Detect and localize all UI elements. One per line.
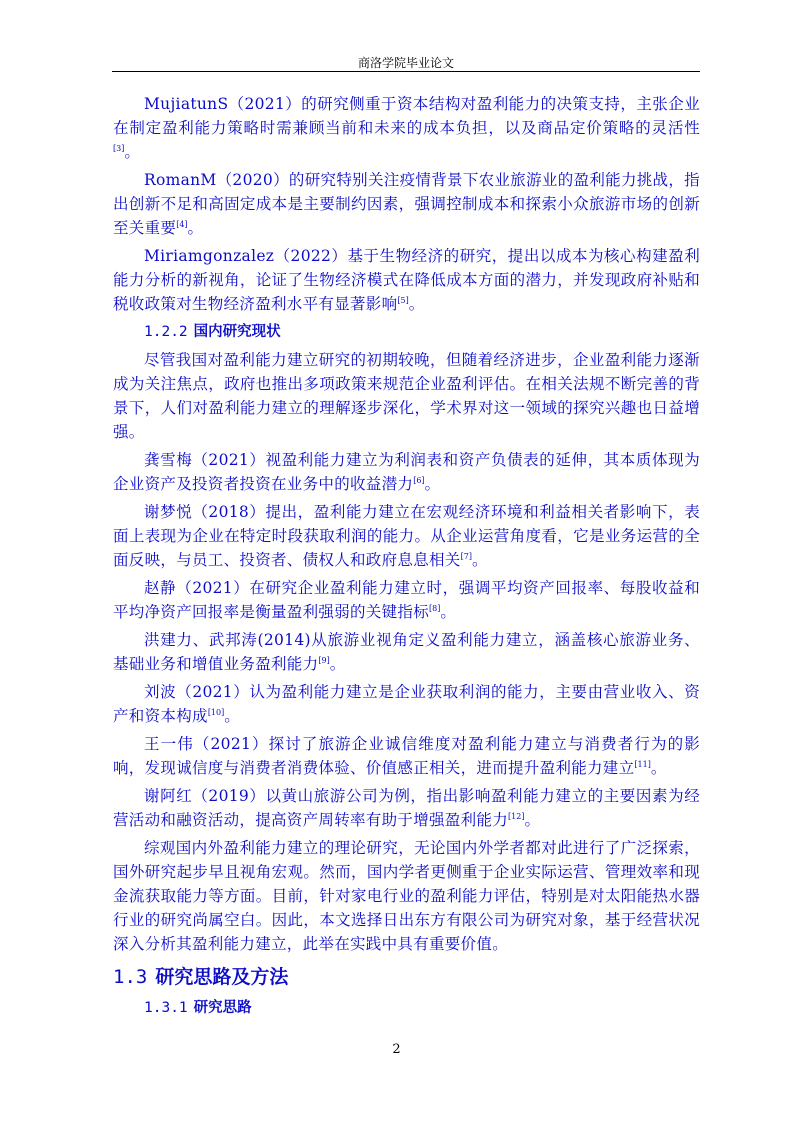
citation-ref: [9] [318,655,330,665]
foreign-research-paragraphs [113,92,700,316]
section-title: 研究思路及方法 [155,966,289,988]
paragraph [113,244,700,316]
domestic-research-paragraphs [113,348,700,956]
paragraph-text: 谢梦悦（2018）提出，盈利能力建立在宏观经济环境和利益相关者影响下，表面上表现为企业在特定时段获取利润的能力。从企业运营角度看，它是业务运营的全面反映，与员工、投资者、债权人和政府息息相关 [113,503,700,569]
header-divider [112,71,700,72]
citation-ref: [11] [634,759,651,769]
citation-ref: [4] [176,219,188,229]
paragraph [113,168,700,240]
paragraph-text: RomanM（2020）的研究特别关注疫情背景下农业旅游业的盈利能力挑战，指出创新不足和高固定成本是主要制约因素，强调控制成本和探索小众旅游市场的创新至关重要 [113,171,700,237]
citation-ref: [6] [413,475,425,485]
paragraph-tail: 。 [440,603,457,621]
paragraph [113,836,700,956]
paragraph-tail: 。 [471,551,488,569]
paragraph-tail: 。 [524,811,541,829]
paragraph-tail: 。 [224,707,241,725]
paragraph-tail: 。 [408,295,425,313]
citation-ref: [7] [460,551,472,561]
citation-ref: [8] [429,603,441,613]
paragraph [113,448,700,496]
section-heading-1-3-1 [113,996,700,1020]
paragraph [113,500,700,572]
paragraph-text: 赵静（2021）在研究企业盈利能力建立时，强调平均资产回报率、每股收益和平均净资产回报率是衡量盈利强弱的关键指标 [113,579,700,621]
section-title: 国内研究现状 [193,324,281,340]
paragraph-text: 王一伟（2021）探讨了旅游企业诚信维度对盈利能力建立与消费者行为的影响，发现诚信度与消费者消费体验、价值感正相关，进而提升盈利能力建立 [113,735,700,777]
citation-ref: [10] [207,707,225,717]
paragraph-tail: 。 [650,759,667,777]
page-body [113,92,700,1024]
citation-ref: [5] [397,295,409,305]
paragraph-text: MujiatunS（2021）的研究侧重于资本结构对盈利能力的决策支持，主张企业在制定盈利能力策略时需兼顾当前和未来的成本负担，以及商品定价策略的灵活性 [113,95,700,137]
paragraph [113,628,700,676]
section-heading-1-3 [113,962,700,992]
paragraph [113,348,700,444]
paragraph-tail: 。 [124,143,141,161]
paragraph [113,680,700,728]
paragraph-tail: 。 [424,475,441,493]
paragraph-tail: 。 [187,219,204,237]
page-header: 商洛学院毕业论文 [357,56,454,70]
paragraph [113,732,700,780]
paragraph [113,576,700,624]
paragraph-text: 谢阿红（2019）以黄山旅游公司为例，指出影响盈利能力建立的主要因素为经营活动和融资活动，提高资产周转率有助于增强盈利能力 [113,787,700,829]
section-number: 1.3 [113,966,148,988]
citation-ref: [12] [508,811,525,821]
paragraph [113,92,700,164]
paragraph-text: 龚雪梅（2021）视盈利能力建立为利润表和资产负债表的延伸，其本质体现为企业资产及投资者投资在业务中的收益潜力 [113,451,700,493]
section-number: 1.3.1 [144,1000,188,1016]
section-title: 研究思路 [193,1000,252,1016]
section-number: 1.2.2 [144,324,188,340]
paragraph-text: 综观国内外盈利能力建立的理论研究，无论国内外学者都对此进行了广泛探索，国外研究起步早且视角宏观。然而，国内学者更侧重于企业实际运营、管理效率和现金流获取能力等方面。目前，针对家电行业的盈利能力评估，特别是对太阳能热水器行业的研究尚属空白。因此，本文选择日出东方有限公司为研究对象，基于经营状况深入分析其盈利能力建立，此举在实践中具有重要价值。 [113,839,700,953]
page-number: 2 [392,1042,401,1057]
paragraph [113,784,700,832]
section-heading-1-2-2 [113,320,700,344]
paragraph-tail: 。 [329,655,346,673]
paragraph-text: 刘波（2021）认为盈利能力建立是企业获取利润的能力，主要由营业收入、资产和资本构成 [113,683,700,725]
citation-ref: [3] [113,143,125,153]
paragraph-text: Miriamgonzalez（2022）基于生物经济的研究，提出以成本为核心构建盈利能力分析的新视角，论证了生物经济模式在降低成本方面的潜力，并发现政府补贴和税收政策对生物经济盈利水平有显著影响 [113,247,700,313]
paragraph-text: 洪建力、武邦涛(2014)从旅游业视角定义盈利能力建立，涵盖核心旅游业务、基础业务和增值业务盈利能力 [113,631,700,673]
paragraph-text: 尽管我国对盈利能力建立研究的初期较晚，但随着经济进步，企业盈利能力逐渐成为关注焦点，政府也推出多项政策来规范企业盈利评估。在相关法规不断完善的背景下，人们对盈利能力建立的理解逐步深化，学术界对这一领域的探究兴趣也日益增强。 [113,351,700,441]
